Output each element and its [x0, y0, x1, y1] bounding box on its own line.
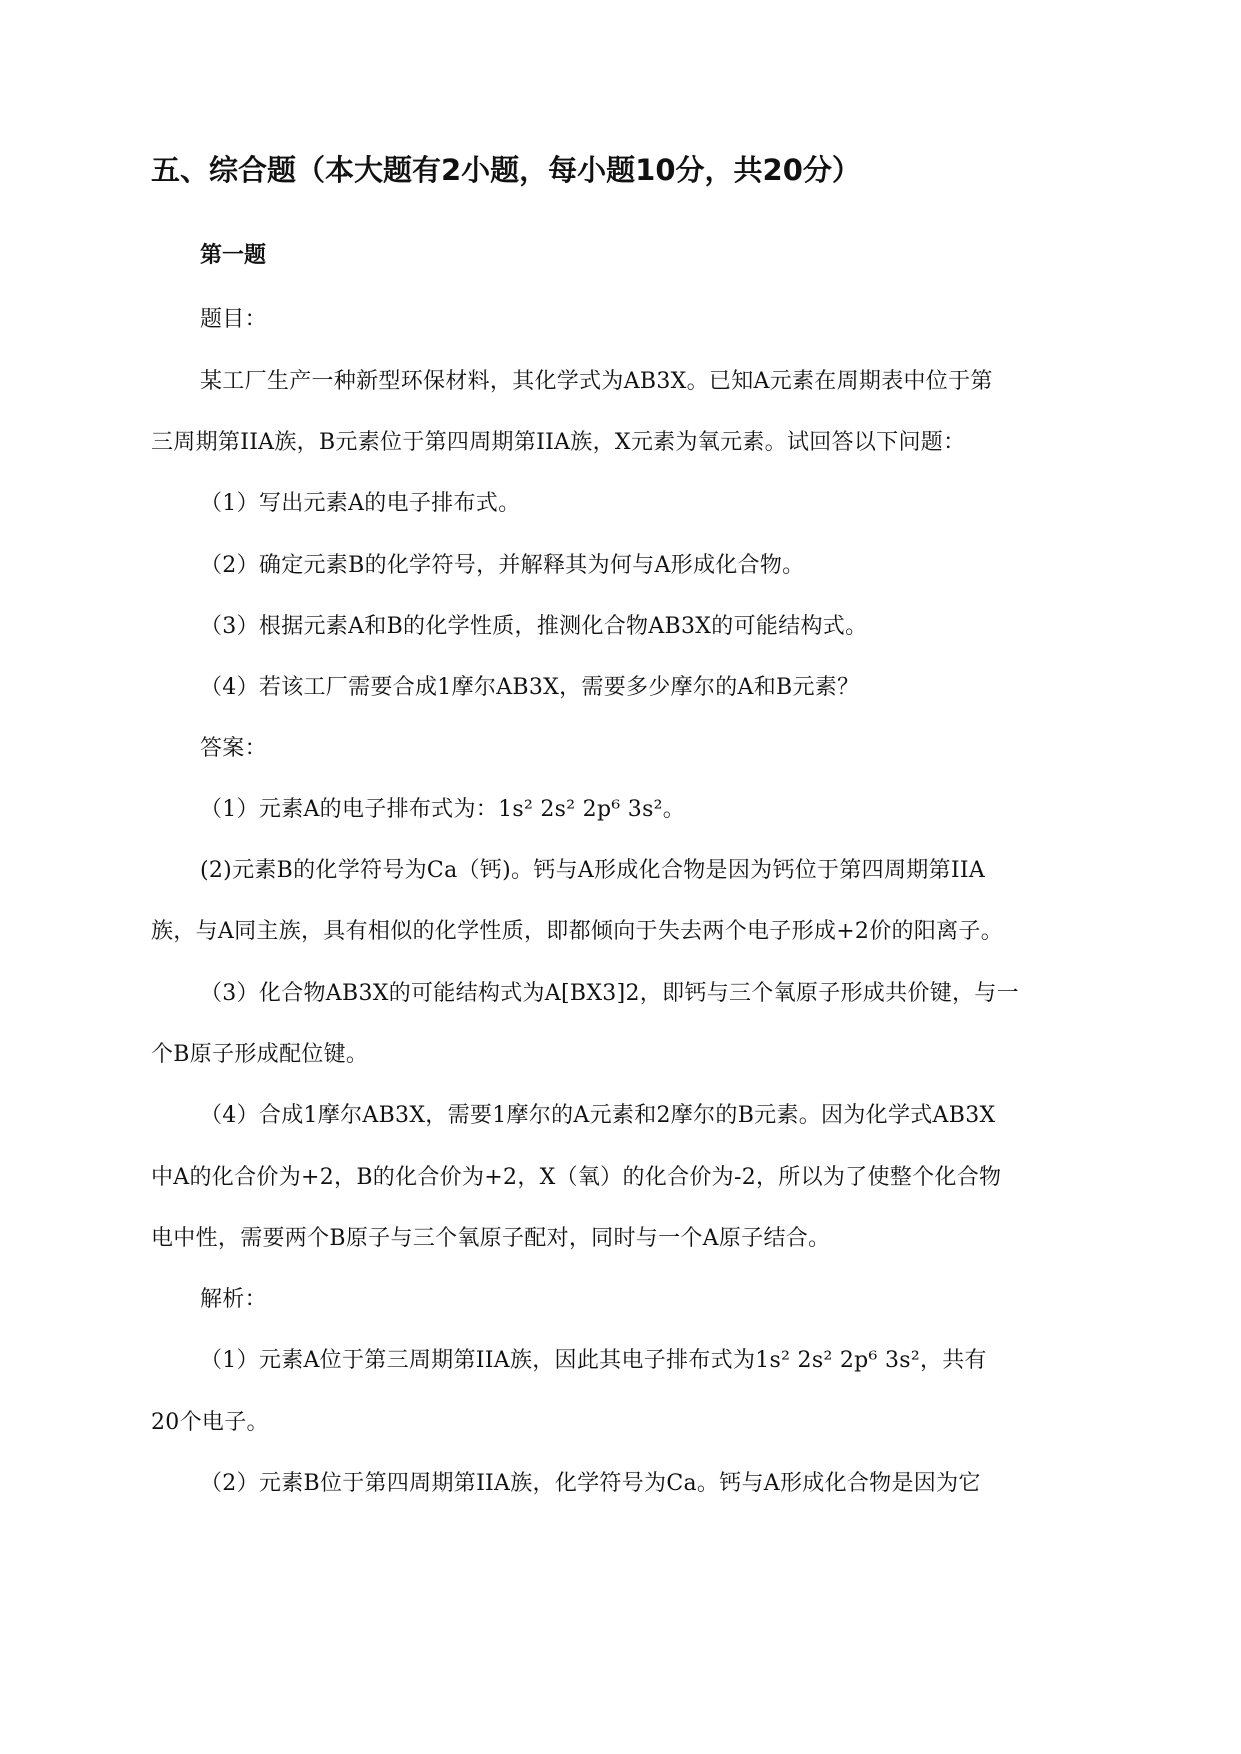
- intro-line-1: 某工厂生产一种新型环保材料，其化学式为AB3X。已知A元素在周期表中位于第: [200, 369, 993, 394]
- answer-3-line-1: （3）化合物AB3X的可能结构式为A[BX3]2，即钙与三个氧原子形成共价键，与一: [200, 981, 1019, 1006]
- answer-2-line-1: (2)元素B的化学符号为Ca（钙)。钙与A形成化合物是因为钙位于第四周期第IIA: [200, 858, 986, 883]
- answer-2-line-2: 族，与A同主族，具有相似的化学性质，即都倾向于失去两个电子形成+2价的阳离子。: [151, 919, 1004, 944]
- intro-line-2: 三周期第IIA族，B元素位于第四周期第IIA族，X元素为氧元素。试回答以下问题：: [151, 430, 966, 455]
- analysis-label: 解析：: [200, 1287, 267, 1312]
- answer-4-line-1: （4）合成1摩尔AB3X，需要1摩尔的A元素和2摩尔的B元素。因为化学式AB3X: [200, 1103, 996, 1128]
- answer-4-line-3: 电中性，需要两个B原子与三个氧原子配对，同时与一个A原子结合。: [151, 1226, 831, 1251]
- question-item-4: （4）若该工厂需要合成1摩尔AB3X，需要多少摩尔的A和B元素？: [200, 675, 860, 700]
- analysis-1-line-1: （1）元素A位于第三周期第IIA族，因此其电子排布式为1s² 2s² 2p⁶ 3s²，共有: [200, 1348, 987, 1373]
- question-item-1: （1）写出元素A的电子排布式。: [200, 491, 521, 516]
- answer-label: 答案：: [200, 736, 267, 761]
- answer-3-line-2: 个B原子形成配位键。: [151, 1042, 369, 1067]
- analysis-2-line-1: （2）元素B位于第四周期第IIA族，化学符号为Ca。钙与A形成化合物是因为它: [200, 1471, 981, 1496]
- question-item-2: （2）确定元素B的化学符号，并解释其为何与A形成化合物。: [200, 553, 805, 578]
- answer-4-line-2: 中A的化合价为+2，B的化合价为+2，X（氧）的化合价为-2，所以为了使整个化合物: [151, 1165, 1002, 1190]
- question-title: 第一题: [200, 243, 267, 268]
- section-heading: 五、综合题（本大题有2小题，每小题10分，共20分）: [151, 153, 861, 187]
- topic-label: 题目：: [200, 307, 267, 332]
- answer-1: （1）元素A的电子排布式为：1s² 2s² 2p⁶ 3s²。: [200, 797, 686, 822]
- analysis-1-line-2: 20个电子。: [151, 1410, 269, 1435]
- question-item-3: （3）根据元素A和B的化学性质，推测化合物AB3X的可能结构式。: [200, 614, 868, 639]
